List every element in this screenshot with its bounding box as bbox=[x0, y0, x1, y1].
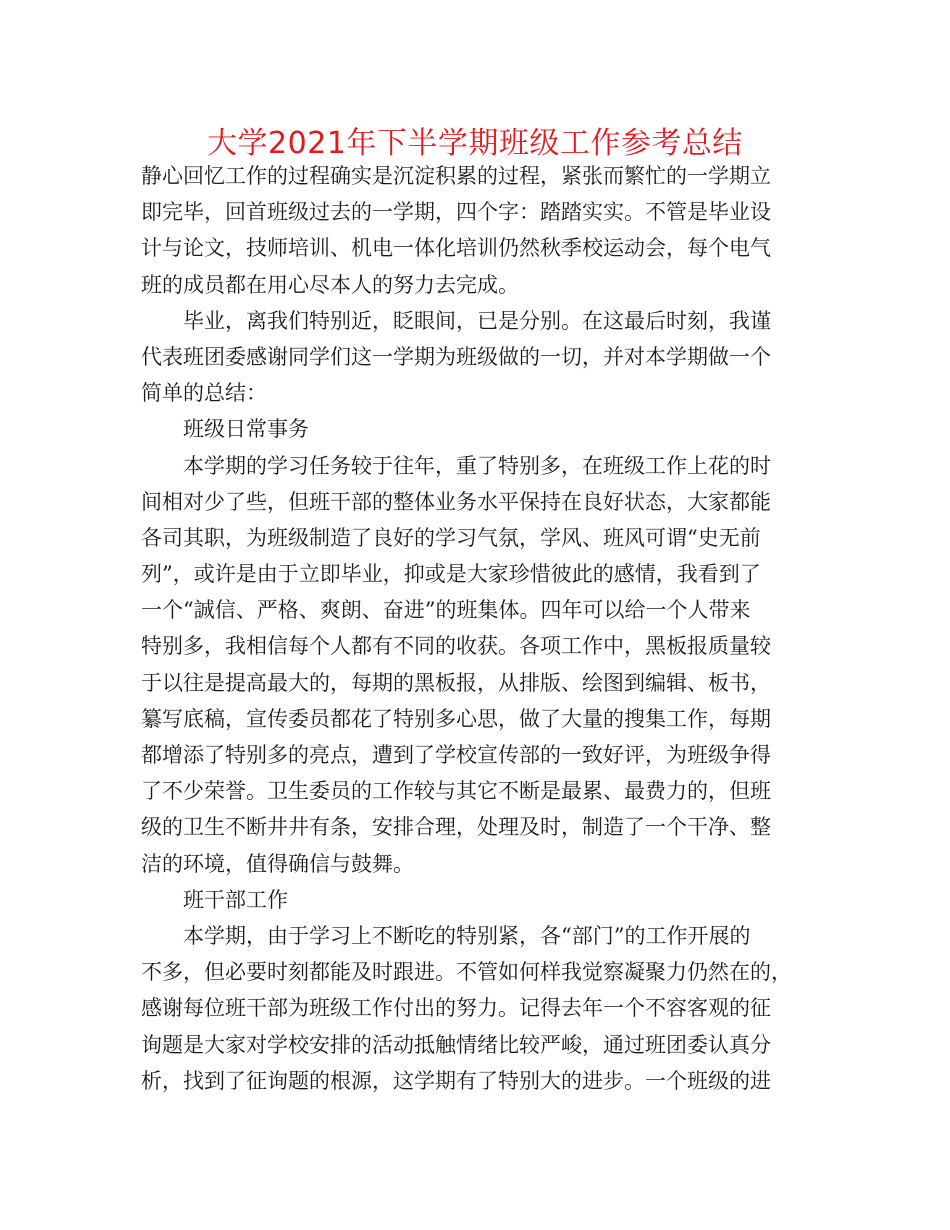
text-line: 即完毕，回首班级过去的一学期，四个字：踏踏实实。不管是毕业设 bbox=[141, 200, 771, 225]
text-line: 析，找到了征询题的根源，这学期有了特别大的进步。一个班级的进 bbox=[141, 1068, 771, 1093]
text-line: 了不少荣誉。卫生委员的工作较与其它不断是最累、最费力的，但班 bbox=[141, 779, 771, 804]
text-line: 洁的环境，值得确信与鼓舞。 bbox=[141, 851, 414, 876]
text-line: 于以往是提高最大的，每期的黑板报，从排版、绘图到编辑、板书， bbox=[141, 670, 771, 695]
text-line: 毕业，离我们特别近，眨眼间，已是分别。在这最后时刻，我谨 bbox=[183, 308, 771, 333]
text-line: 本学期的学习任务较于往年，重了特别多，在班级工作上花的时 bbox=[183, 453, 771, 478]
document-body bbox=[141, 158, 821, 1099]
text-line: 本学期，由于学习上不断吃的特别紧，各“部门”的工作开展的 bbox=[183, 923, 751, 948]
text-line: 一个“誠信、严格、爽朗、奋进”的班集体。四年可以给一个人带来 bbox=[141, 598, 751, 623]
text-line: 列”，或许是由于立即毕业，抑或是大家珍惜彼此的感情，我看到了 bbox=[141, 562, 761, 587]
text-line: 都增添了特别多的亮点，遭到了学校宣传部的一致好评，为班级争得 bbox=[141, 743, 771, 767]
text-line: 班的成员都在用心尽本人的努力去完成。 bbox=[141, 272, 519, 297]
text-line: 询题是大家对学校安排的活动抵触情绪比较严峻，通过班团委认真分 bbox=[141, 1032, 771, 1057]
text-line: 级的卫生不断井井有条，安排合理，处理及时，制造了一个干净、整 bbox=[141, 815, 771, 840]
text-line: 代表班团委感谢同学们这一学期为班级做的一切，并对本学期做一个 bbox=[141, 344, 771, 369]
text-line: 各司其职，为班级制造了良好的学习气氛，学风、班风可谓“史无前 bbox=[141, 525, 761, 550]
text-line: 特别多，我相信每个人都有不同的收获。各项工作中，黑板报质量较 bbox=[141, 634, 771, 659]
text-line: 班干部工作 bbox=[183, 887, 288, 912]
text-line: 静心回忆工作的过程确实是沉淀积累的过程，紧张而繁忙的一学期立 bbox=[141, 164, 771, 188]
text-line: 计与论文，技师培训、机电一体化培训仍然秋季校运动会，每个电气 bbox=[141, 236, 771, 261]
text-line: 班级日常事务 bbox=[183, 417, 309, 442]
text-line: 纂写底稿，宣传委员都花了特别多心思，做了大量的搜集工作，每期 bbox=[141, 706, 771, 731]
text-line: 感谢每位班干部为班级工作付出的努力。记得去年一个不容客观的征 bbox=[141, 996, 771, 1021]
text-line: 简单的总结： bbox=[141, 381, 267, 406]
text-line: 不多，但必要时刻都能及时跟进。不管如何样我觉察凝聚力仍然在的， bbox=[141, 960, 792, 985]
text-line: 间相对少了些，但班干部的整体业务水平保持在良好状态，大家都能 bbox=[141, 489, 771, 514]
document-title: 大学2021年下半学期班级工作参考总结 bbox=[207, 126, 743, 161]
